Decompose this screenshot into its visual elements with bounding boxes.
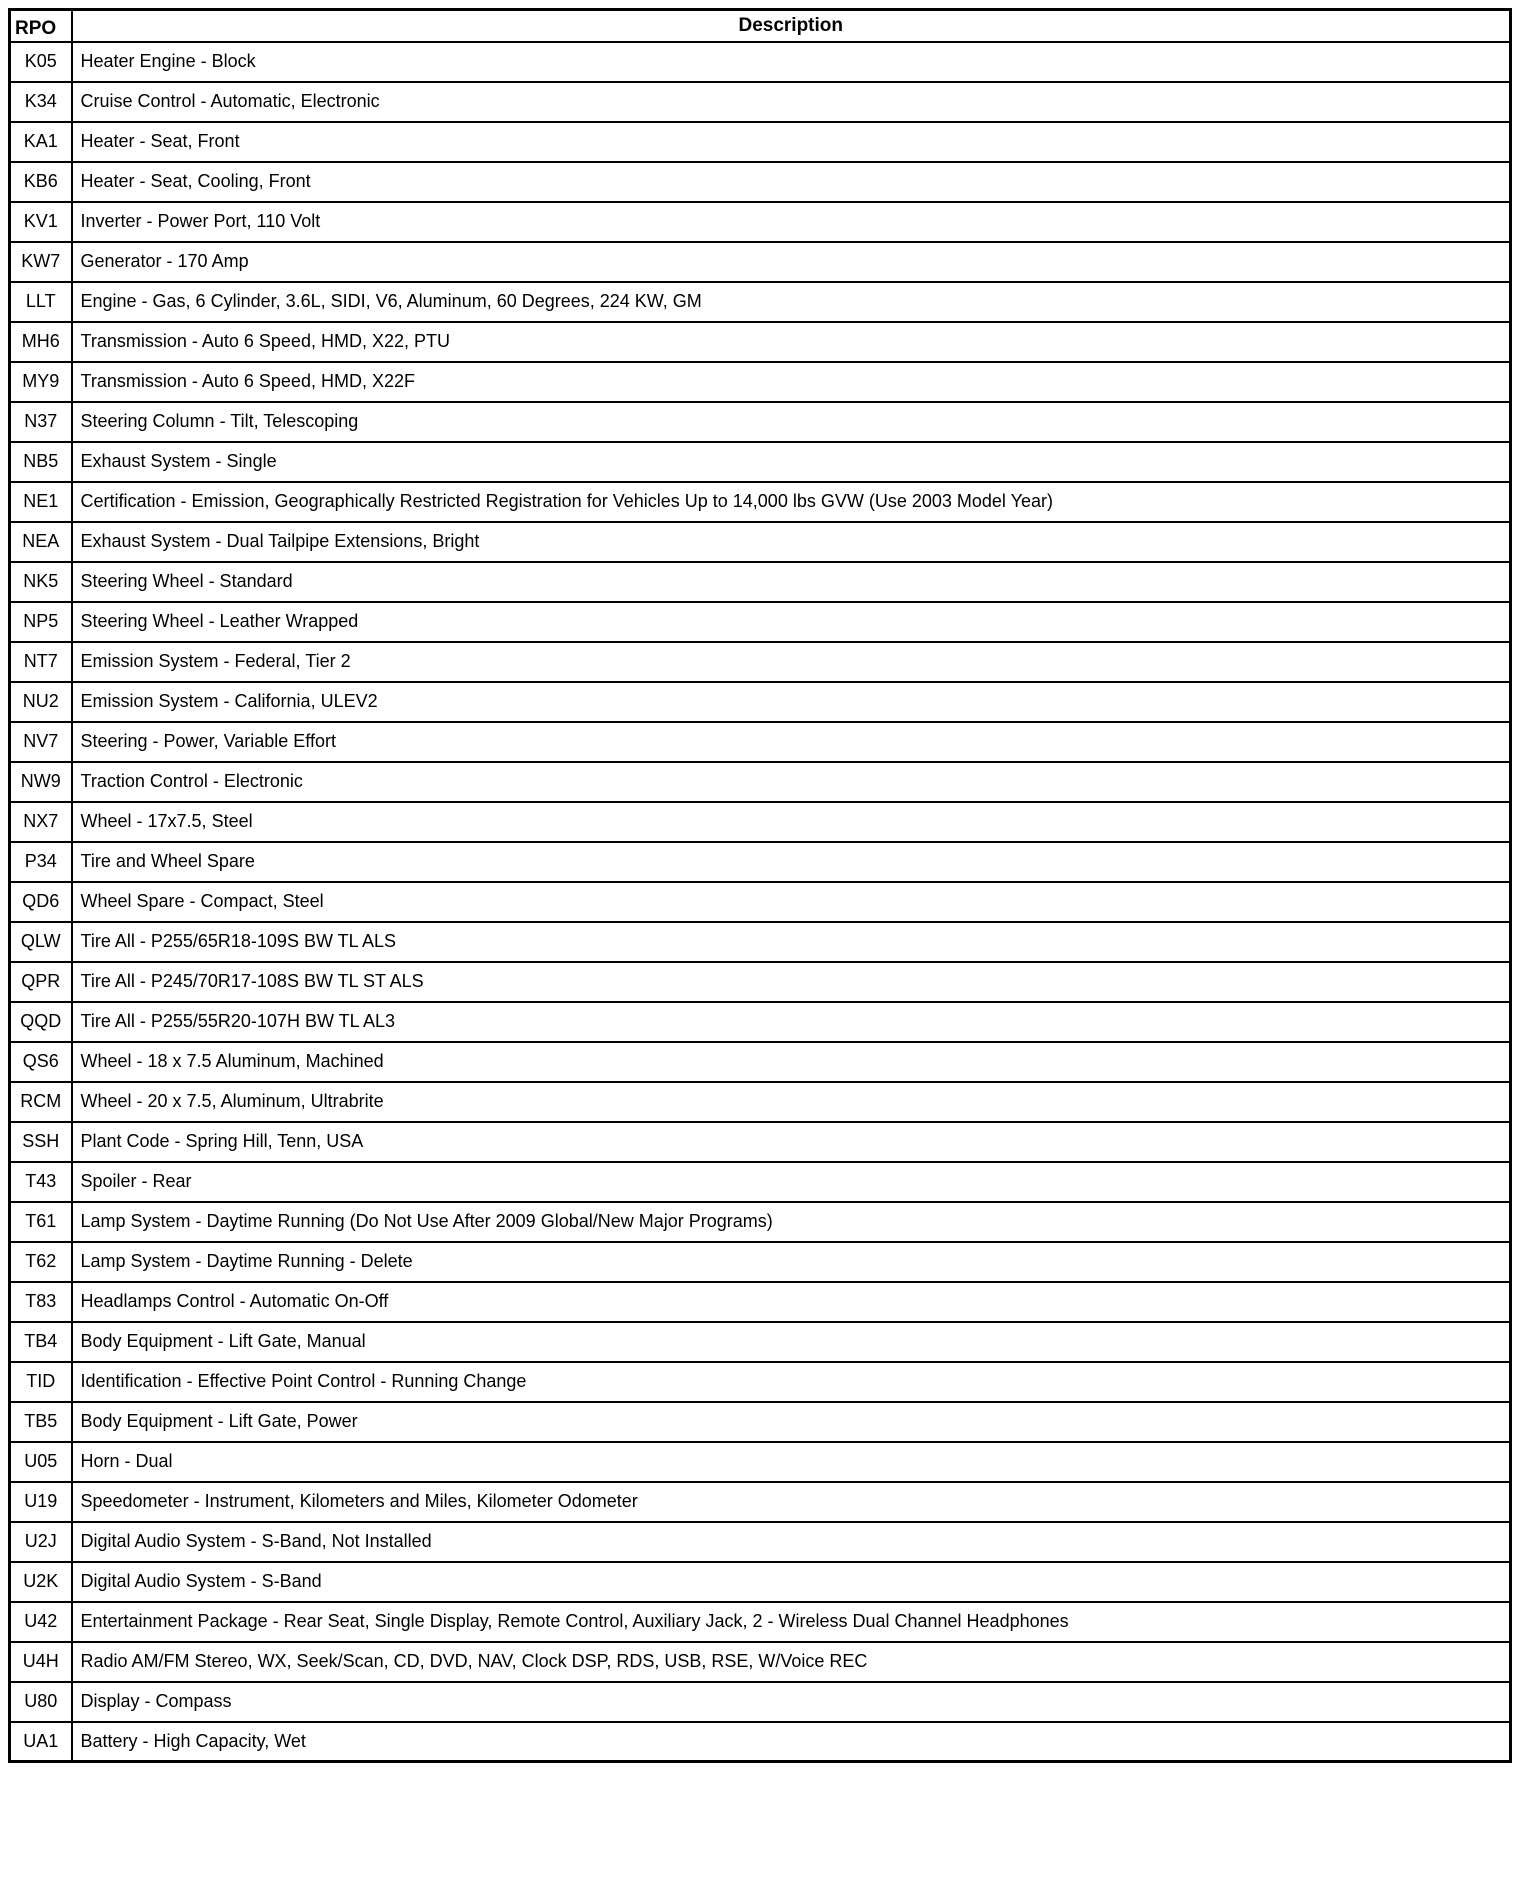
description-cell: Steering - Power, Variable Effort <box>72 722 1511 762</box>
table-row <box>10 682 1511 722</box>
rpo-code-cell: NW9 <box>10 762 72 802</box>
description-cell: Tire and Wheel Spare <box>72 842 1511 882</box>
description-cell: Heater Engine - Block <box>72 42 1511 82</box>
rpo-code-cell: NE1 <box>10 482 72 522</box>
table-row <box>10 122 1511 162</box>
description-cell: Wheel - 17x7.5, Steel <box>72 802 1511 842</box>
rpo-code-cell: N37 <box>10 402 72 442</box>
rpo-code-cell: NP5 <box>10 602 72 642</box>
rpo-code-cell: KV1 <box>10 202 72 242</box>
table-row <box>10 522 1511 562</box>
rpo-code-cell: U19 <box>10 1482 72 1522</box>
description-cell: Digital Audio System - S-Band <box>72 1562 1511 1602</box>
table-row <box>10 1522 1511 1562</box>
description-cell: Radio AM/FM Stereo, WX, Seek/Scan, CD, DVD, NAV, Clock DSP, RDS, USB, RSE, W/Voice REC <box>72 1642 1511 1682</box>
description-cell: Body Equipment - Lift Gate, Power <box>72 1402 1511 1442</box>
table-row <box>10 1202 1511 1242</box>
rpo-code-cell: NV7 <box>10 722 72 762</box>
rpo-code-cell: MY9 <box>10 362 72 402</box>
table-row <box>10 242 1511 282</box>
description-cell: Wheel Spare - Compact, Steel <box>72 882 1511 922</box>
rpo-code-cell: MH6 <box>10 322 72 362</box>
rpo-code-cell: U2K <box>10 1562 72 1602</box>
table-row <box>10 442 1511 482</box>
table-row <box>10 562 1511 602</box>
table-row <box>10 1482 1511 1522</box>
table-row <box>10 1042 1511 1082</box>
table-row <box>10 962 1511 1002</box>
table-row <box>10 1282 1511 1322</box>
description-cell: Lamp System - Daytime Running - Delete <box>72 1242 1511 1282</box>
description-cell: Engine - Gas, 6 Cylinder, 3.6L, SIDI, V6, Aluminum, 60 Degrees, 224 KW, GM <box>72 282 1511 322</box>
description-cell: Generator - 170 Amp <box>72 242 1511 282</box>
table-row <box>10 922 1511 962</box>
table-row <box>10 1322 1511 1362</box>
description-cell: Inverter - Power Port, 110 Volt <box>72 202 1511 242</box>
table-row <box>10 722 1511 762</box>
table-row <box>10 82 1511 122</box>
table-row <box>10 322 1511 362</box>
table-row <box>10 762 1511 802</box>
rpo-column-header: RPO <box>10 10 72 42</box>
description-cell: Battery - High Capacity, Wet <box>72 1722 1511 1762</box>
rpo-code-cell: U2J <box>10 1522 72 1562</box>
table-row <box>10 882 1511 922</box>
table-row <box>10 1642 1511 1682</box>
rpo-code-cell: NK5 <box>10 562 72 602</box>
description-cell: Steering Wheel - Standard <box>72 562 1511 602</box>
table-row <box>10 42 1511 82</box>
rpo-code-cell: QLW <box>10 922 72 962</box>
description-cell: Wheel - 18 x 7.5 Aluminum, Machined <box>72 1042 1511 1082</box>
description-cell: Tire All - P255/55R20-107H BW TL AL3 <box>72 1002 1511 1042</box>
description-cell: Lamp System - Daytime Running (Do Not Use After 2009 Global/New Major Programs) <box>72 1202 1511 1242</box>
table-row <box>10 1442 1511 1482</box>
description-cell: Steering Wheel - Leather Wrapped <box>72 602 1511 642</box>
rpo-codes-table <box>8 8 1512 1763</box>
rpo-code-cell: TB5 <box>10 1402 72 1442</box>
table-row <box>10 282 1511 322</box>
rpo-code-cell: SSH <box>10 1122 72 1162</box>
table-row <box>10 202 1511 242</box>
description-cell: Spoiler - Rear <box>72 1162 1511 1202</box>
description-cell: Wheel - 20 x 7.5, Aluminum, Ultrabrite <box>72 1082 1511 1122</box>
description-cell: Steering Column - Tilt, Telescoping <box>72 402 1511 442</box>
description-cell: Identification - Effective Point Control - Running Change <box>72 1362 1511 1402</box>
description-cell: Cruise Control - Automatic, Electronic <box>72 82 1511 122</box>
header-row <box>10 10 1511 42</box>
rpo-code-cell: NB5 <box>10 442 72 482</box>
table-body <box>10 42 1511 1762</box>
rpo-code-cell: NEA <box>10 522 72 562</box>
rpo-code-cell: LLT <box>10 282 72 322</box>
rpo-code-cell: U4H <box>10 1642 72 1682</box>
description-cell: Transmission - Auto 6 Speed, HMD, X22F <box>72 362 1511 402</box>
table-row <box>10 162 1511 202</box>
description-cell: Emission System - Federal, Tier 2 <box>72 642 1511 682</box>
table-row <box>10 1002 1511 1042</box>
table-row <box>10 1122 1511 1162</box>
table-header <box>10 10 1511 42</box>
table-row <box>10 1242 1511 1282</box>
rpo-code-cell: TB4 <box>10 1322 72 1362</box>
rpo-code-cell: U42 <box>10 1602 72 1642</box>
description-cell: Certification - Emission, Geographically Restricted Registration for Vehicles Up to 14,000 lbs GVW (Use 2003 Model Year) <box>72 482 1511 522</box>
description-cell: Heater - Seat, Front <box>72 122 1511 162</box>
table-row <box>10 482 1511 522</box>
rpo-code-cell: K05 <box>10 42 72 82</box>
rpo-code-cell: QS6 <box>10 1042 72 1082</box>
rpo-code-cell: QQD <box>10 1002 72 1042</box>
description-cell: Exhaust System - Dual Tailpipe Extensions, Bright <box>72 522 1511 562</box>
rpo-code-cell: U05 <box>10 1442 72 1482</box>
description-cell: Emission System - California, ULEV2 <box>72 682 1511 722</box>
description-cell: Headlamps Control - Automatic On-Off <box>72 1282 1511 1322</box>
table-row <box>10 1362 1511 1402</box>
table-row <box>10 602 1511 642</box>
description-cell: Tire All - P255/65R18-109S BW TL ALS <box>72 922 1511 962</box>
description-cell: Entertainment Package - Rear Seat, Single Display, Remote Control, Auxiliary Jack, 2 - Wireless Dual Channel Headphones <box>72 1602 1511 1642</box>
table-row <box>10 1562 1511 1602</box>
table-row <box>10 802 1511 842</box>
rpo-code-cell: KA1 <box>10 122 72 162</box>
rpo-code-cell: KW7 <box>10 242 72 282</box>
description-cell: Body Equipment - Lift Gate, Manual <box>72 1322 1511 1362</box>
table-row <box>10 1082 1511 1122</box>
table-row <box>10 362 1511 402</box>
table-row <box>10 642 1511 682</box>
rpo-code-cell: P34 <box>10 842 72 882</box>
rpo-code-cell: UA1 <box>10 1722 72 1762</box>
description-cell: Traction Control - Electronic <box>72 762 1511 802</box>
description-cell: Horn - Dual <box>72 1442 1511 1482</box>
rpo-code-cell: T83 <box>10 1282 72 1322</box>
rpo-code-cell: RCM <box>10 1082 72 1122</box>
description-cell: Tire All - P245/70R17-108S BW TL ST ALS <box>72 962 1511 1002</box>
rpo-code-cell: KB6 <box>10 162 72 202</box>
description-cell: Speedometer - Instrument, Kilometers and Miles, Kilometer Odometer <box>72 1482 1511 1522</box>
rpo-code-cell: K34 <box>10 82 72 122</box>
table-row <box>10 1402 1511 1442</box>
rpo-code-cell: T61 <box>10 1202 72 1242</box>
rpo-code-cell: QPR <box>10 962 72 1002</box>
rpo-code-cell: TID <box>10 1362 72 1402</box>
rpo-code-cell: T43 <box>10 1162 72 1202</box>
description-cell: Heater - Seat, Cooling, Front <box>72 162 1511 202</box>
description-cell: Display - Compass <box>72 1682 1511 1722</box>
rpo-code-cell: NX7 <box>10 802 72 842</box>
rpo-code-cell: NU2 <box>10 682 72 722</box>
description-cell: Exhaust System - Single <box>72 442 1511 482</box>
table-row <box>10 1722 1511 1762</box>
rpo-code-cell: T62 <box>10 1242 72 1282</box>
description-column-header: Description <box>72 10 1511 42</box>
description-cell: Plant Code - Spring Hill, Tenn, USA <box>72 1122 1511 1162</box>
table-row <box>10 1602 1511 1642</box>
rpo-code-cell: U80 <box>10 1682 72 1722</box>
rpo-code-cell: QD6 <box>10 882 72 922</box>
table-row <box>10 1682 1511 1722</box>
table-row <box>10 1162 1511 1202</box>
rpo-code-cell: NT7 <box>10 642 72 682</box>
description-cell: Digital Audio System - S-Band, Not Installed <box>72 1522 1511 1562</box>
table-row <box>10 842 1511 882</box>
description-cell: Transmission - Auto 6 Speed, HMD, X22, PTU <box>72 322 1511 362</box>
table-row <box>10 402 1511 442</box>
